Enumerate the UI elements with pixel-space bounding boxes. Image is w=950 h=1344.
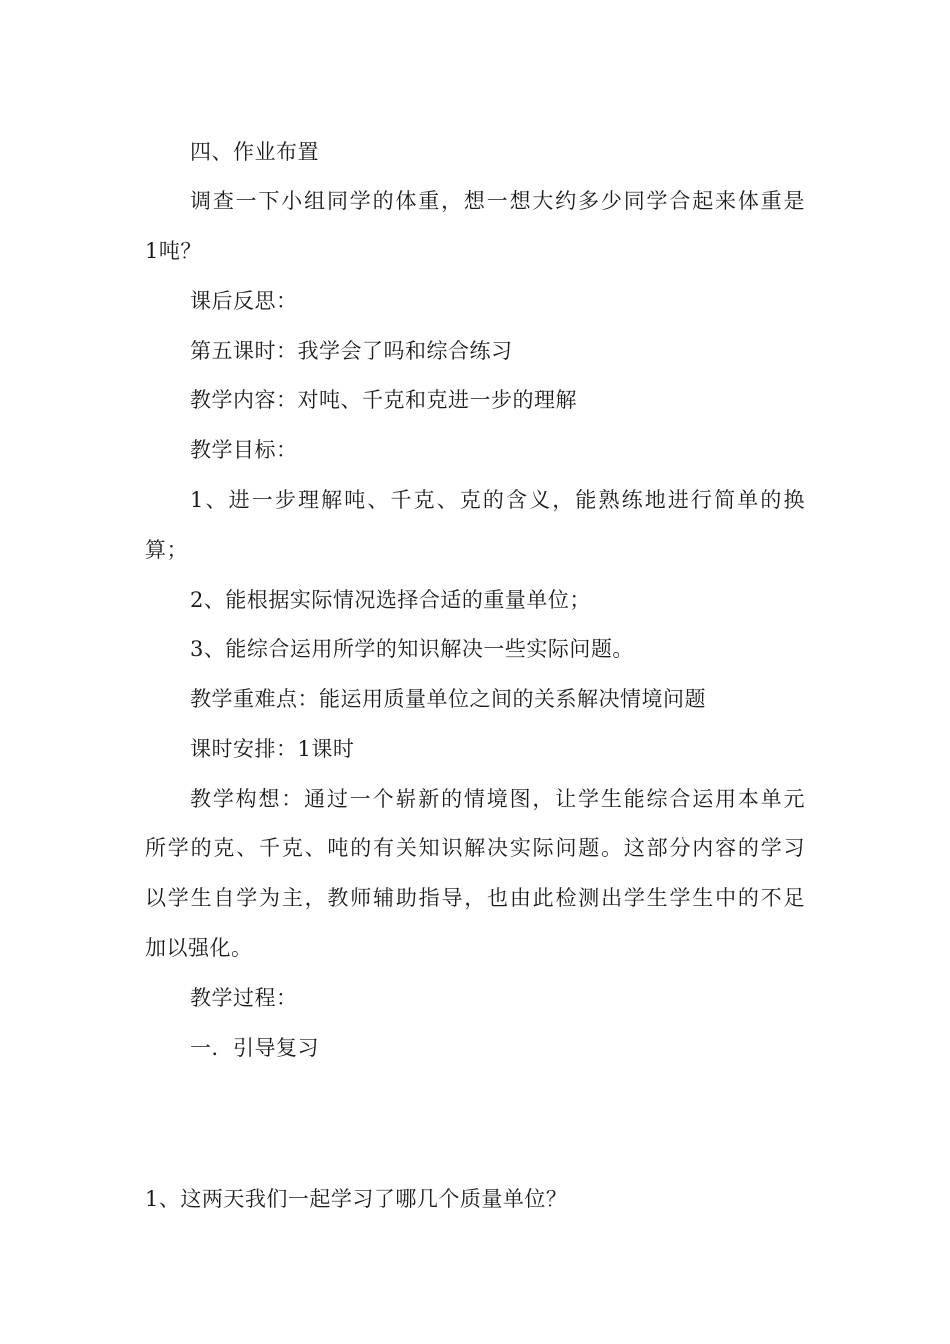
paragraph-line: 调查一下小组同学的体重，想一想大约多少同学合起来体重是: [190, 189, 805, 213]
paragraph-line: 1吨？: [145, 239, 202, 263]
teaching-concept-line: 加以强化。: [145, 936, 253, 960]
teaching-concept-line: 所学的克、千克、吨的有关知识解决实际问题。这部分内容的学习: [145, 836, 805, 860]
lesson-schedule: 课时安排：1课时: [190, 737, 355, 761]
teaching-content: 教学内容：对吨、千克和克进一步的理解: [190, 388, 577, 412]
key-difficulty: 教学重难点：能运用质量单位之间的关系解决情境问题: [190, 687, 706, 711]
section-heading-homework: 四、作业布置: [190, 140, 319, 164]
goal-item-2: 2、能根据实际情况选择合适的重量单位；: [190, 588, 591, 612]
teaching-concept-line: 教学构想：通过一个崭新的情境图，让学生能综合运用本单元: [190, 787, 805, 811]
heading-teaching-goals: 教学目标：: [190, 438, 298, 462]
heading-teaching-process: 教学过程：: [190, 986, 298, 1010]
question-item-1: 1、这两天我们一起学习了哪几个质量单位？: [145, 1187, 568, 1211]
lesson-title: 第五课时：我学会了吗和综合练习: [190, 339, 513, 363]
teaching-concept-line: 以学生自学为主，教师辅助指导，也由此检测出学生学生中的不足: [145, 886, 805, 910]
goal-item-3: 3、能综合运用所学的知识解决一些实际问题。: [190, 637, 634, 661]
section-heading-review: 一．引导复习: [190, 1036, 319, 1060]
goal-item-1: 1、进一步理解吨、千克、克的含义，能熟练地进行简单的换: [190, 488, 805, 512]
paragraph-line: 算；: [145, 538, 188, 562]
heading-reflection: 课后反思：: [190, 289, 298, 313]
